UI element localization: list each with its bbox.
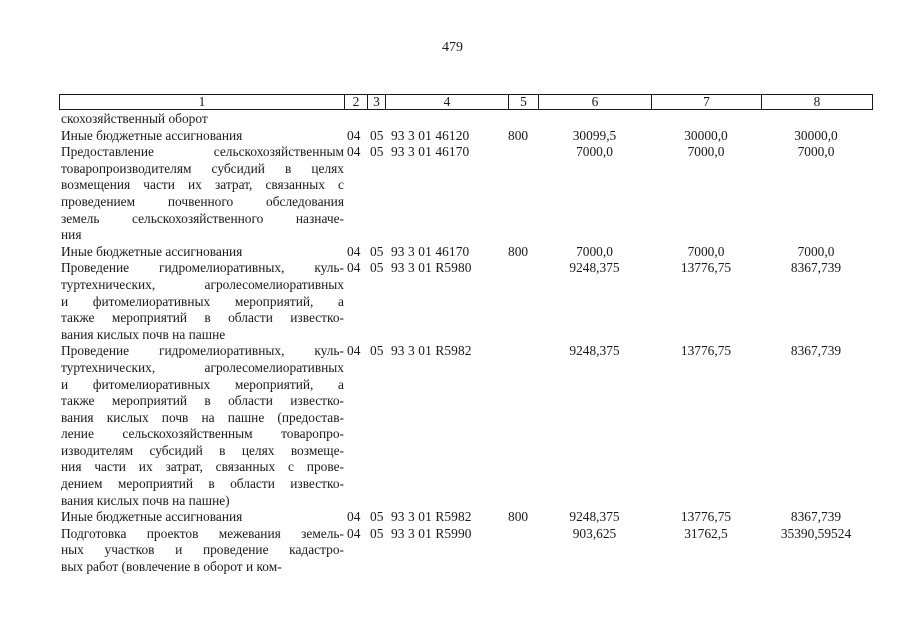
description-line: проведением почвенного обследования <box>61 193 344 209</box>
header-col-8: 8 <box>813 94 821 109</box>
description-line: ния части их затрат, связанных с прове- <box>61 459 344 475</box>
amount-year-2: 30000,0 <box>684 127 728 143</box>
expense-type-code <box>508 111 538 128</box>
description-line: ния <box>61 227 82 243</box>
table-row <box>59 509 871 526</box>
table-row <box>59 128 871 145</box>
description-line: вания кислых почв на пашне (предостав- <box>61 409 344 425</box>
expense-type-code: 800 <box>508 243 529 259</box>
amount-year-2: 7000,0 <box>687 243 725 259</box>
table-header <box>59 94 873 110</box>
header-col-1: 1 <box>60 95 345 109</box>
subsection-code: 05 <box>370 144 384 160</box>
description-line: земель сельскохозяйственного назначе- <box>61 210 344 226</box>
expense-type-code <box>508 526 538 576</box>
table-row <box>59 244 871 261</box>
description-line: товаропроизводителям субсидий в целях <box>61 160 344 176</box>
target-article-code: 93 3 01 R5980 <box>391 260 472 276</box>
description-line: также мероприятий в области известко- <box>61 310 344 326</box>
description-line: Иные бюджетные ассигнования <box>61 509 243 525</box>
amount-year-2: 13776,75 <box>680 509 732 525</box>
amount-year-3: 30000,0 <box>794 127 838 143</box>
amount-year-2: 13776,75 <box>680 343 732 359</box>
description-line: Предоставление сельскохозяйственным <box>61 144 344 160</box>
target-article-code: 93 3 01 46170 <box>391 243 470 259</box>
section-code: 04 <box>347 509 361 525</box>
amount-year-1: 30099,5 <box>572 127 617 143</box>
target-article-code <box>385 111 508 128</box>
amount-year-3: 8367,739 <box>790 260 842 276</box>
section-code: 04 <box>347 144 361 160</box>
amount-year-3: 7000,0 <box>797 243 835 259</box>
description-line: также мероприятий в области известко- <box>61 393 344 409</box>
table-row <box>59 260 871 343</box>
row-description <box>59 526 344 576</box>
amount-year-3: 35390,59524 <box>780 525 852 541</box>
amount-year-1: 9248,375 <box>569 343 620 359</box>
table-body <box>59 111 871 576</box>
table-row <box>59 144 871 244</box>
expense-type-code <box>508 144 538 244</box>
row-description <box>59 128 344 145</box>
subsection-code <box>367 111 385 128</box>
amount-year-1: 903,625 <box>572 525 617 541</box>
description-line: туртехнических, агролесомелиоративных <box>61 276 344 292</box>
amount-year-1 <box>538 111 651 128</box>
description-line: вания кислых почв на пашне <box>61 326 226 342</box>
amount-year-1: 9248,375 <box>569 260 620 276</box>
description-line: ных участков и проведение кадастро- <box>61 542 344 558</box>
expense-type-code <box>508 343 538 509</box>
description-line: Иные бюджетные ассигнования <box>61 127 243 143</box>
row-description <box>59 509 344 526</box>
subsection-code: 05 <box>370 260 384 276</box>
description-line: скохозяйственный оборот <box>61 111 208 126</box>
header-col-4: 4 <box>386 95 509 109</box>
amount-year-3: 8367,739 <box>790 509 842 525</box>
description-line: возмещения части их затрат, связанных с <box>61 177 344 193</box>
section-code: 04 <box>347 260 361 276</box>
amount-year-3: 8367,739 <box>790 343 842 359</box>
amount-year-2: 31762,5 <box>684 525 728 541</box>
description-line: и фитомелиоративных мероприятий, а <box>61 293 344 309</box>
section-code: 04 <box>347 243 361 259</box>
table-row <box>59 343 871 509</box>
row-description <box>59 111 344 128</box>
page-number: 479 <box>442 40 463 55</box>
expense-type-code: 800 <box>508 127 529 143</box>
amount-year-3: 7000,0 <box>797 144 835 160</box>
expense-type-code: 800 <box>508 509 529 525</box>
header-col-7: 7 <box>652 95 762 109</box>
header-col-3: 3 <box>368 95 386 109</box>
target-article-code: 93 3 01 R5990 <box>391 525 472 541</box>
section-code: 04 <box>347 525 361 541</box>
table-row <box>59 526 871 576</box>
description-line: туртехнических, агролесомелиоративных <box>61 359 344 375</box>
header-col-2: 2 <box>345 95 368 109</box>
description-line: вых работ (вовлечение в оборот и ком- <box>61 559 282 575</box>
subsection-code: 05 <box>370 343 384 359</box>
target-article-code: 93 3 01 R5982 <box>391 343 472 359</box>
subsection-code: 05 <box>370 243 384 259</box>
amount-year-3 <box>761 111 871 128</box>
description-line: вания кислых почв на пашне) <box>61 492 230 508</box>
amount-year-2 <box>651 111 761 128</box>
description-line: ление сельскохозяйственным товаропро- <box>61 426 344 442</box>
header-col-5: 5 <box>509 95 539 109</box>
header-col-6: 6 <box>539 95 652 109</box>
description-line: изводителям субсидий в целях возмеще- <box>61 442 344 458</box>
row-description <box>59 260 344 343</box>
amount-year-1: 7000,0 <box>576 144 613 160</box>
description-line: Проведение гидромелиоративных, куль- <box>61 260 344 276</box>
subsection-code: 05 <box>370 525 384 541</box>
amount-year-2: 7000,0 <box>687 144 725 160</box>
subsection-code: 05 <box>370 127 384 143</box>
section-code: 04 <box>347 127 361 143</box>
description-line: Проведение гидромелиоративных, куль- <box>61 343 344 359</box>
section-code: 04 <box>347 343 361 359</box>
section-code <box>344 111 367 128</box>
description-line: Иные бюджетные ассигнования <box>61 243 243 259</box>
amount-year-1: 7000,0 <box>576 243 613 259</box>
description-line: и фитомелиоративных мероприятий, а <box>61 376 344 392</box>
amount-year-1: 9248,375 <box>569 509 620 525</box>
target-article-code: 93 3 01 46170 <box>391 144 470 160</box>
row-description <box>59 244 344 261</box>
target-article-code: 93 3 01 R5982 <box>391 509 472 525</box>
subsection-code: 05 <box>370 509 384 525</box>
target-article-code: 93 3 01 46120 <box>391 127 470 143</box>
row-description <box>59 144 344 244</box>
description-line: Подготовка проектов межевания земель- <box>61 525 344 541</box>
table-row <box>59 111 871 128</box>
amount-year-2: 13776,75 <box>680 260 732 276</box>
expense-type-code <box>508 260 538 343</box>
row-description <box>59 343 344 509</box>
description-line: дением мероприятий в области известко- <box>61 476 344 492</box>
